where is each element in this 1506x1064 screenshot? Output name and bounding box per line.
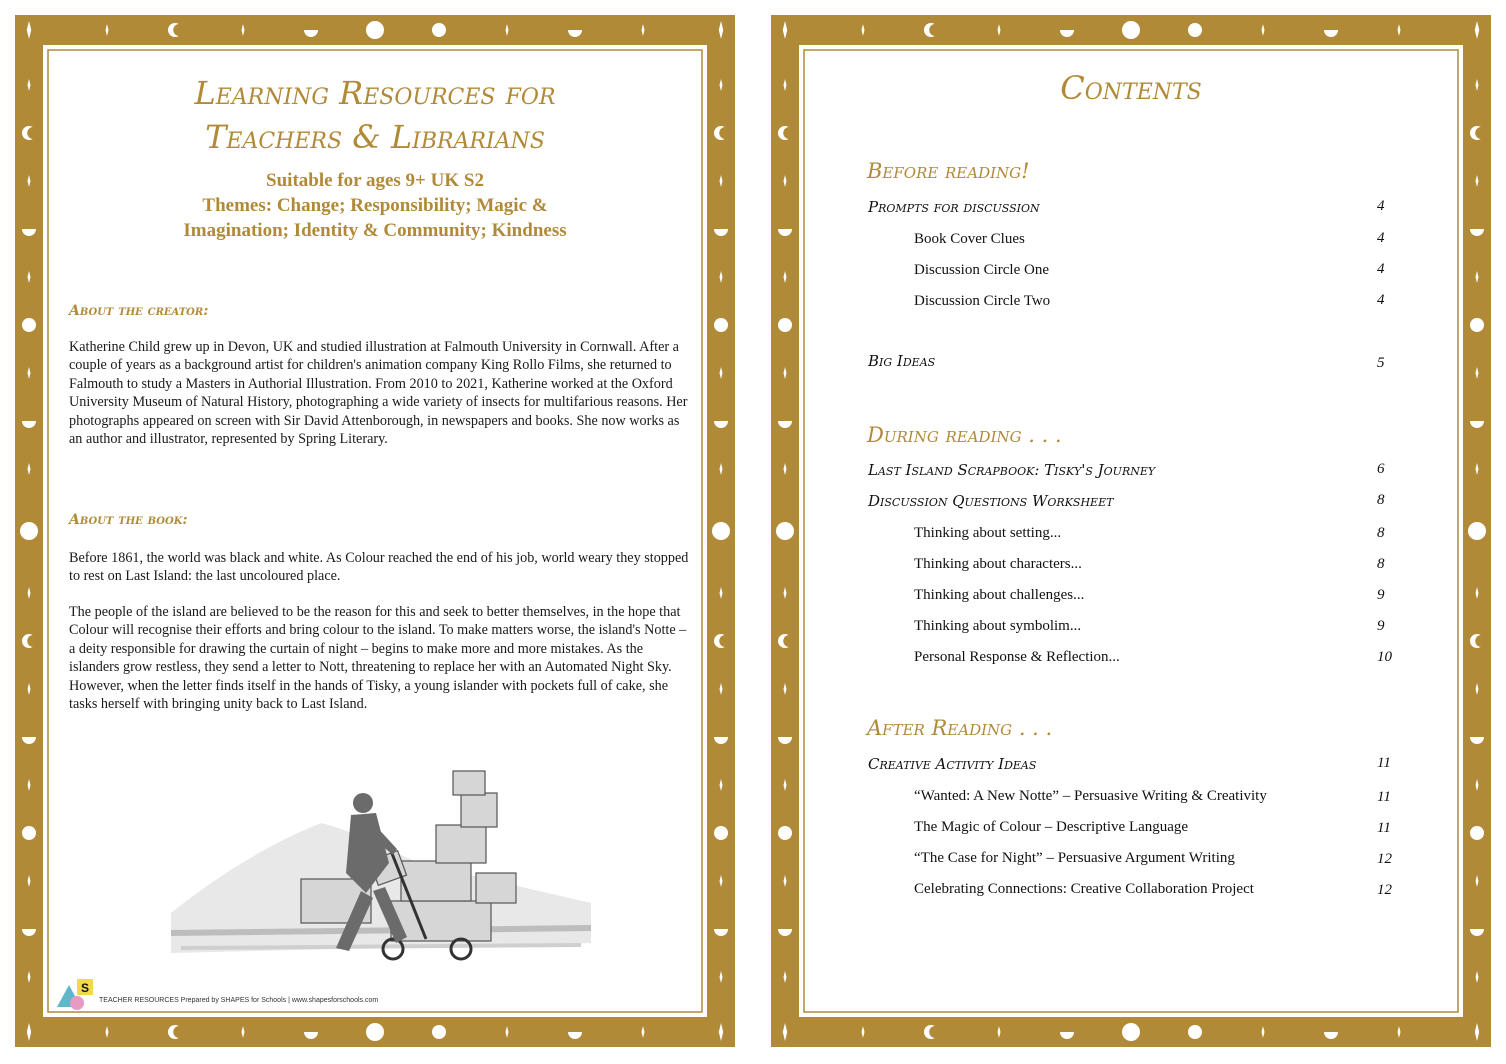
toc-entry[interactable]: Book Cover Clues (914, 231, 1025, 247)
themes-line2: Imagination; Identity & Community; Kindness (183, 220, 567, 241)
page-title-line2: Teachers & Librarians (205, 118, 545, 156)
footer-credit: TEACHER RESOURCES Prepared by SHAPES for Schools | www.shapesforschools.com (99, 997, 379, 1004)
themes-line1: Themes: Change; Responsibility; Magic & (202, 195, 548, 216)
toc-page-number: 4 (1377, 230, 1385, 246)
toc-entry[interactable]: Discussion Questions Worksheet (868, 492, 1114, 510)
toc-page-number: 8 (1377, 525, 1385, 541)
about-creator-text: Katherine Child grew up in Devon, UK and studied illustration at Falmouth University in Cornwall. After a couple of years as a background artist for children's animation company King Rollo Films, she returned to Falmouth to study a Masters in Authorial Illustration. From 2010 to 2021, Katherine worked at the Oxford University Museum of Natural History, photographing a wide variety of insects for multifarious reasons. Her photographs appeared on screen with Sir David Attenborough, in newspapers and books. She now works as an author and illustrator, represented by Spring Literary. (69, 339, 688, 448)
toc-entry[interactable]: Big Ideas (868, 352, 936, 370)
toc-page-number: 12 (1377, 882, 1392, 898)
shapes-logo-icon (55, 977, 95, 1011)
toc-page-number: 11 (1377, 820, 1391, 836)
toc-entry[interactable]: Last Island Scrapbook: Tisky's Journey (868, 461, 1156, 479)
toc-page-number: 10 (1377, 649, 1392, 665)
toc-entry[interactable]: “The Case for Night” – Persuasive Argument Writing (914, 850, 1235, 866)
toc-section-after-reading: After Reading . . . (867, 716, 1053, 740)
contents-page (771, 15, 1491, 1047)
toc-page-number: 5 (1377, 355, 1385, 371)
toc-page-number: 8 (1377, 492, 1385, 508)
toc-entry[interactable]: Celebrating Connections: Creative Collaboration Project (914, 881, 1254, 897)
age-suitability: Suitable for ages 9+ UK S2 (266, 170, 484, 191)
toc-page-number: 4 (1377, 198, 1385, 214)
about-book-paragraph-2: The people of the island are believed to be the reason for this and seek to better themselves, in the hope that Colour will recognise their efforts and bring colour to the island. To make matters worse, the island's Notte – a deity responsible for drawing the curtain of night – begins to make more and more mistakes. As the islanders grow restless, they send a letter to Nott, threatening to replace her with an Automated Night Sky. However, when the letter finds itself in the hands of Tisky, a young islander with pockets full of cake, she tasks herself with bringing unity back to Last Island. (69, 604, 687, 713)
toc-entry[interactable]: Thinking about symbolim... (914, 618, 1082, 634)
about-book-heading: About the book: (69, 512, 188, 528)
toc-page-number: 11 (1377, 755, 1391, 771)
toc-page-number: 12 (1377, 851, 1392, 867)
about-book-paragraph-1: Before 1861, the world was black and white. As Colour reached the end of his job, world weary they stopped to rest on Last Island: the last uncoloured place. (69, 550, 689, 585)
toc-entry[interactable]: Prompts for discussion (868, 198, 1040, 216)
toc-page-number: 8 (1377, 556, 1385, 572)
toc-page-number: 4 (1377, 292, 1385, 308)
toc-page-number: 9 (1377, 587, 1385, 603)
about-creator-heading: About the creator: (69, 303, 209, 319)
book-illustration (161, 763, 601, 973)
toc-section-during-reading: During reading . . . (867, 423, 1062, 447)
toc-entry[interactable]: Discussion Circle One (914, 262, 1049, 278)
table-of-contents (803, 47, 1459, 1015)
footer (55, 977, 455, 1007)
svg-text:S: S (80, 981, 90, 995)
toc-page-number: 9 (1377, 618, 1385, 634)
toc-entry[interactable]: “Wanted: A New Notte” – Persuasive Writing & Creativity (914, 788, 1267, 804)
toc-entry[interactable]: Thinking about challenges... (914, 587, 1085, 603)
toc-entry[interactable]: Thinking about characters... (914, 556, 1082, 572)
toc-entry[interactable]: Personal Response & Reflection... (914, 649, 1120, 665)
toc-entry[interactable]: The Magic of Colour – Descriptive Language (914, 819, 1189, 835)
toc-page-number: 6 (1377, 461, 1385, 477)
page-title-line1: Learning Resources for (194, 74, 556, 112)
toc-section-before-reading: Before reading! (867, 159, 1030, 183)
toc-entry[interactable]: Discussion Circle Two (914, 293, 1051, 309)
toc-entry[interactable]: Thinking about setting... (914, 525, 1062, 541)
contents-title: Contents (1060, 69, 1202, 107)
toc-page-number: 11 (1377, 789, 1391, 805)
toc-page-number: 4 (1377, 261, 1385, 277)
resources-page (15, 15, 735, 1047)
toc-entry[interactable]: Creative Activity Ideas (868, 755, 1037, 773)
